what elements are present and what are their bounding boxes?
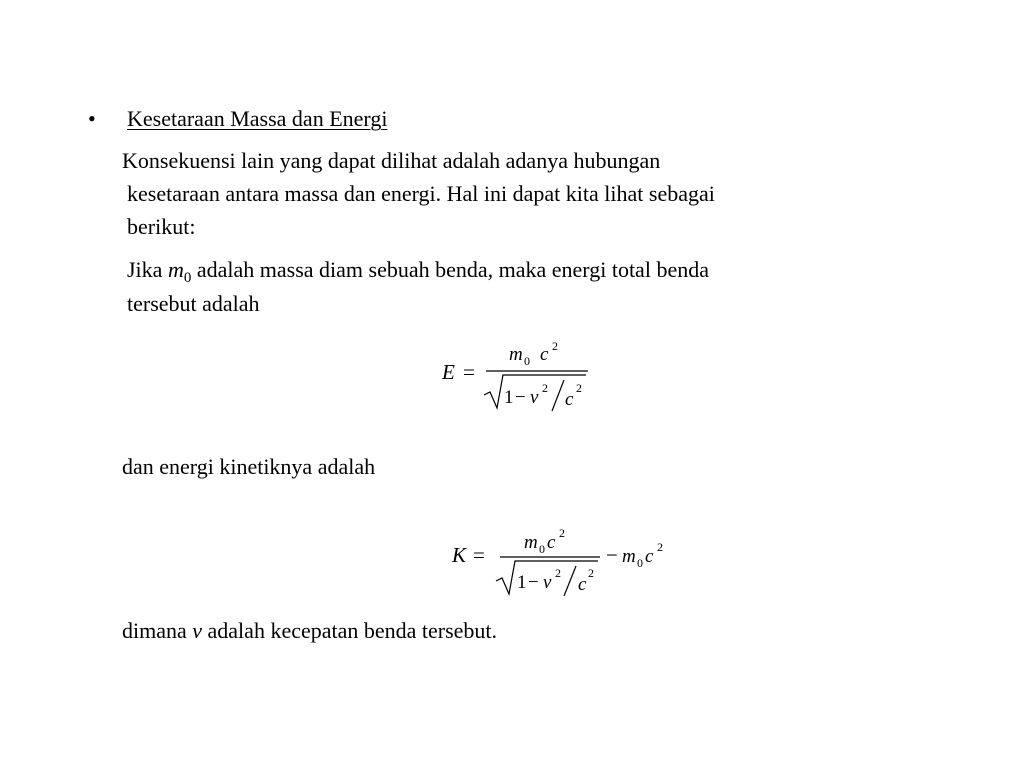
formula-operator: = — [463, 360, 475, 384]
formula-exponent: 2 — [559, 526, 565, 540]
slash — [564, 566, 576, 596]
formula-exponent: 2 — [588, 566, 594, 580]
text-run: dimana — [122, 618, 193, 643]
paragraph-line: berikut: — [127, 214, 196, 239]
formula-symbol: m — [622, 546, 636, 567]
formula-subscript: 0 — [637, 556, 643, 570]
slash — [552, 380, 564, 411]
formula-operator: − — [606, 543, 618, 567]
slide-heading: Kesetaraan Massa dan Energi — [127, 106, 388, 131]
formula-symbol: K — [452, 543, 467, 567]
formula-symbol: v — [543, 572, 552, 593]
formula-operator: − — [528, 572, 539, 593]
formula-symbol: m — [509, 344, 523, 365]
formula-exponent: 2 — [576, 381, 582, 395]
formula-symbol: c — [578, 574, 587, 595]
formula-exponent: 2 — [657, 540, 663, 554]
formula-symbol: v — [530, 387, 539, 408]
formula-exponent: 2 — [555, 566, 561, 580]
mass-symbol: m — [167, 257, 184, 282]
formula-symbol: E — [442, 360, 455, 384]
paragraph-line: kesetaraan antara massa dan energi. Hal ini dapat kita lihat sebagai — [127, 181, 715, 206]
energy-formula — [430, 335, 600, 415]
text-run: adalah massa diam sebuah benda, maka energi total benda — [191, 257, 709, 282]
mass-subscript: 0 — [183, 270, 192, 286]
kinetic-energy-formula — [440, 520, 680, 600]
formula-operator: − — [515, 387, 526, 408]
formula-symbol: m — [524, 532, 538, 553]
text-run: Jika — [127, 257, 168, 282]
formula-symbol: c — [565, 389, 574, 410]
formula-exponent: 2 — [542, 381, 548, 395]
formula-operator: = — [473, 543, 485, 567]
formula-subscript: 0 — [524, 354, 530, 368]
paragraph-line: Konsekuensi lain yang dapat dilihat adalah adanya hubungan — [122, 148, 661, 173]
formula-exponent: 2 — [552, 339, 558, 353]
paragraph-line: tersebut adalah — [127, 291, 260, 316]
formula-symbol: c — [645, 546, 654, 567]
paragraph-line — [122, 620, 497, 642]
paragraph-line: dan energi kinetiknya adalah — [122, 454, 376, 479]
formula-number: 1 — [504, 387, 514, 408]
paragraph-line — [127, 257, 709, 286]
bullet: • — [88, 106, 96, 131]
formula-subscript: 0 — [539, 542, 545, 556]
formula-symbol: c — [547, 532, 556, 553]
text-run: adalah kecepatan benda tersebut. — [202, 618, 498, 643]
formula-number: 1 — [517, 572, 527, 593]
velocity-symbol: v — [192, 618, 203, 643]
formula-symbol: c — [540, 344, 549, 365]
